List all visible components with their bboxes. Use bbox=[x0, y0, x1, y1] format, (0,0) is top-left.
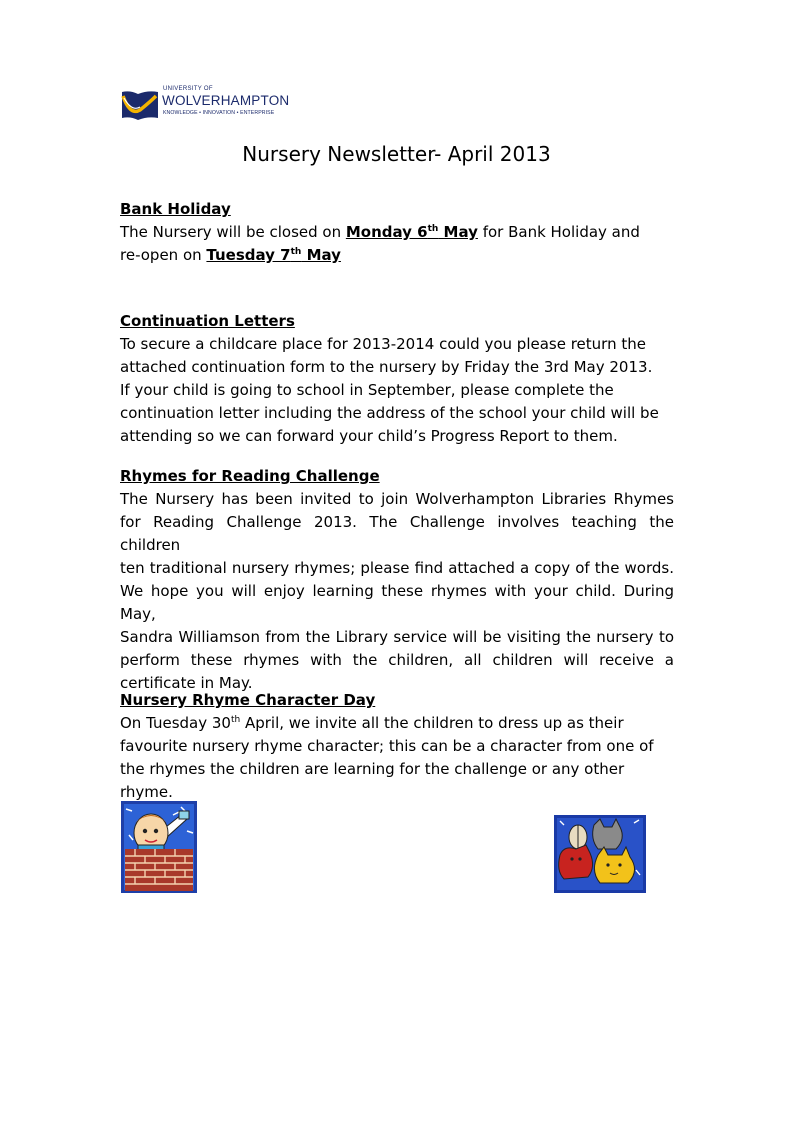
paragraph-line: ten traditional nursery rhymes; please find attached a copy of the words. bbox=[120, 559, 674, 577]
text-fragment: April, we invite all the children to dress up as their bbox=[240, 714, 624, 732]
paragraph-line: attached continuation form to the nursery by Friday the 3rd May 2013. bbox=[120, 358, 653, 376]
reopen-date bbox=[206, 246, 341, 264]
paragraph-line: Sandra Williamson from the Library service will be visiting the nursery to bbox=[120, 628, 674, 646]
paragraph-line: If your child is going to school in September, please complete the bbox=[120, 381, 614, 399]
text-fragment: re-open on bbox=[120, 246, 207, 264]
paragraph-line: rhyme. bbox=[120, 783, 173, 801]
text-fragment: Tuesday 7 bbox=[206, 246, 291, 264]
rhymes-challenge-section bbox=[120, 465, 674, 695]
newsletter-title: Nursery Newsletter- April 2013 bbox=[242, 142, 551, 166]
section-heading: Rhymes for Reading Challenge bbox=[120, 467, 380, 485]
section-heading: Nursery Rhyme Character Day bbox=[120, 691, 376, 709]
bank-holiday-line-1 bbox=[120, 221, 674, 244]
paragraph-line: The Nursery has been invited to join Wolverhampton Libraries Rhymes bbox=[120, 490, 674, 508]
text-fragment: The Nursery will be closed on bbox=[120, 223, 346, 241]
paragraph-line bbox=[120, 712, 674, 735]
paragraph-line: the rhymes the children are learning for the challenge or any other bbox=[120, 760, 625, 778]
paragraph-line: for Reading Challenge 2013. The Challenge involves teaching the children bbox=[120, 513, 674, 554]
text-fragment: Monday 6 bbox=[345, 223, 428, 241]
closure-date bbox=[346, 223, 478, 241]
ordinal-suffix: th bbox=[290, 247, 302, 257]
paragraph-line: certificate in May. bbox=[120, 674, 253, 692]
character-day-section bbox=[120, 689, 674, 804]
logo-tagline: KNOWLEDGE • INNOVATION • ENTERPRISE bbox=[163, 110, 275, 116]
paragraph-line: favourite nursery rhyme character; this can be a character from one of bbox=[120, 737, 654, 755]
text-fragment: May bbox=[438, 223, 478, 241]
bank-holiday-section bbox=[120, 198, 674, 267]
paragraph-line: perform these rhymes with the children, all children will receive a bbox=[120, 651, 674, 669]
ordinal-suffix: th bbox=[427, 224, 439, 234]
ordinal-suffix: th bbox=[230, 715, 241, 725]
section-heading: Bank Holiday bbox=[120, 200, 231, 218]
continuation-letters-section bbox=[120, 310, 674, 448]
humpty-dumpty-clipart-icon bbox=[121, 801, 197, 897]
bank-holiday-line-2 bbox=[120, 244, 674, 267]
logo-line-wolverhampton: WOLVERHAMPTON bbox=[162, 93, 290, 108]
text-fragment: May bbox=[301, 246, 341, 264]
logo-line-university-of: UNIVERSITY OF bbox=[163, 86, 213, 92]
text-fragment: On Tuesday 30 bbox=[120, 714, 231, 732]
paragraph-line: To secure a childcare place for 2013-2014 could you please return the bbox=[120, 335, 646, 353]
paragraph-line: attending so we can forward your child’s Progress Report to them. bbox=[120, 427, 618, 445]
text-fragment: for Bank Holiday and bbox=[477, 223, 640, 241]
cats-fiddle-clipart-icon bbox=[554, 815, 646, 897]
university-logo bbox=[120, 86, 300, 130]
paragraph-line: We hope you will enjoy learning these rhymes with your child. During May, bbox=[120, 582, 674, 623]
university-shield-icon bbox=[120, 86, 162, 126]
section-heading: Continuation Letters bbox=[120, 312, 295, 330]
paragraph-line: continuation letter including the address of the school your child will be bbox=[120, 404, 659, 422]
